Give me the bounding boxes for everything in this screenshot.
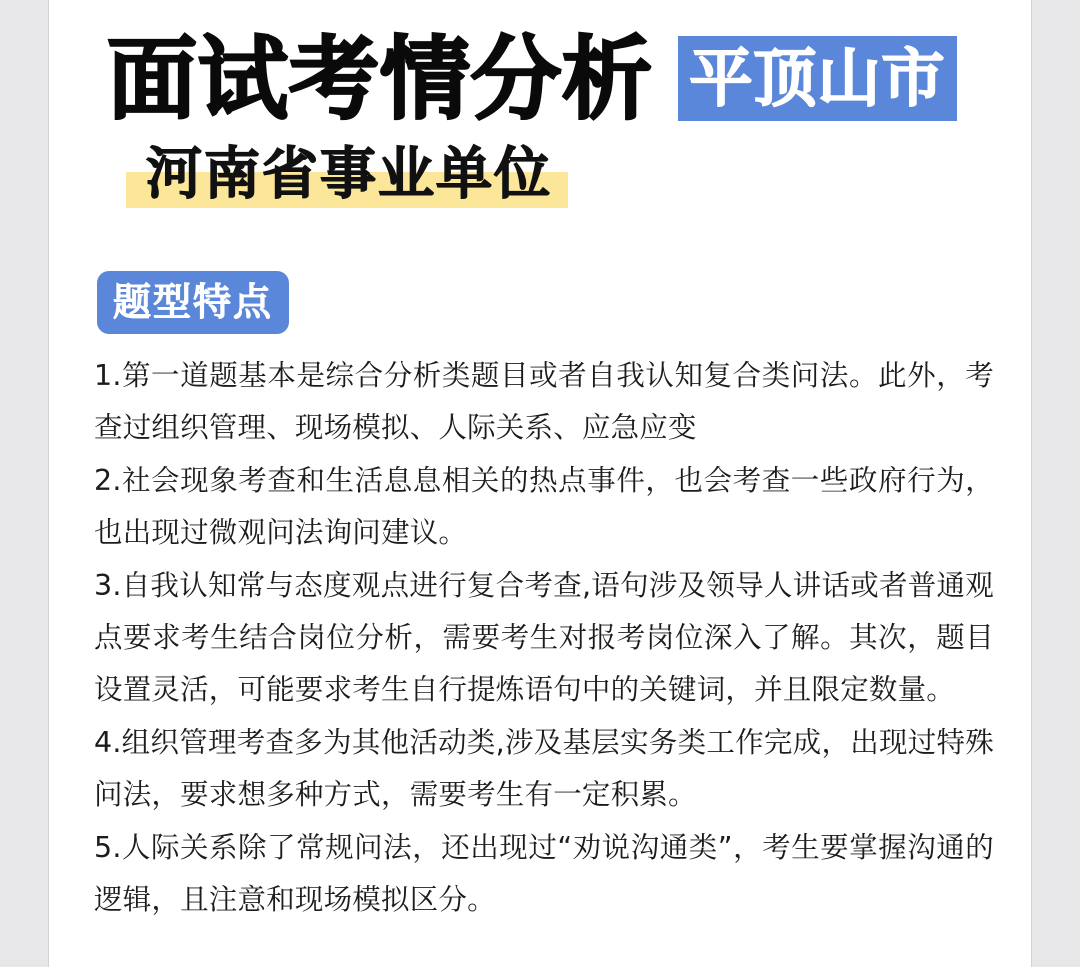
section-heading: 题型特点: [97, 271, 289, 334]
list-item: 4.组织管理考查多为其他活动类,涉及基层实务类工作完成，出现过特殊问法，要求想多种方式，需要考生有一定积累。: [94, 725, 994, 812]
page-title: 面试考情分析: [107, 27, 653, 132]
content-list: [94, 350, 994, 926]
city-tag: 平顶山市: [678, 36, 957, 121]
list-item: 5.人际关系除了常规问法，还出现过“劝说沟通类”，考生要掌握沟通的逻辑，且注意和现场模拟区分。: [94, 830, 994, 917]
list-item: 1.第一道题基本是综合分析类题目或者自我认知复合类问法。此外，考查过组织管理、现场模拟、人际关系、应急应变: [94, 359, 994, 445]
page-subtitle: 河南省事业单位: [146, 142, 552, 207]
list-item: 2.社会现象考查和生活息息相关的热点事件，也会考查一些政府行为，也出现过微观问法询问建议。: [94, 463, 994, 550]
document-page: [48, 0, 1032, 967]
list-item: 3.自我认知常与态度观点进行复合考查,语句涉及领导人讲话或者普通观点要求考生结合岗位分析，需要考生对报考岗位深入了解。其次，题目设置灵活，可能要求考生自行提炼语句中的关键词，并且限定数量。: [94, 568, 994, 707]
